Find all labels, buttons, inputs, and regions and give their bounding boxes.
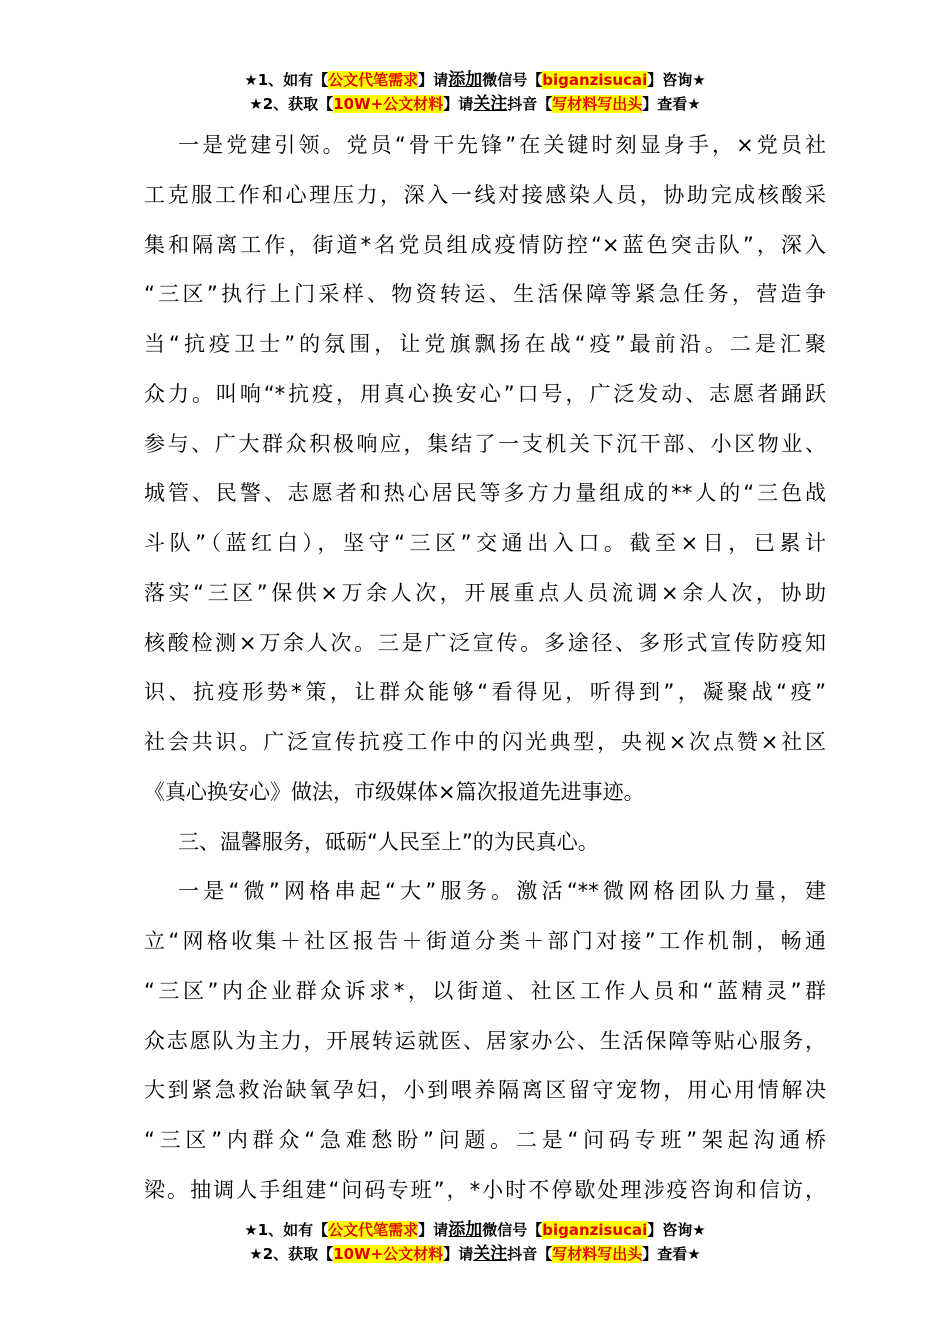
header-promo-banner: [0, 68, 950, 116]
text-line: 集和隔离工作，街道*名党员组成疫情防控“×蓝色突击队”，深入: [144, 232, 826, 257]
text-line: 《真心换安心》做法，市级媒体×篇次报道先进事迹。: [144, 779, 645, 804]
text-line: 识、抗疫形势*策，让群众能够“看得见，听得到”，凝聚战“疫”: [144, 680, 826, 705]
promo-line-2: ★2、获取【10W+公文材料】请关注抖音【写材料写出头】查看★: [249, 94, 701, 114]
text-line: 立“网格收集＋社区报告＋街道分类＋部门对接”工作机制，畅通: [144, 929, 826, 953]
text-line: 梁。抽调人手组建“问码专班”，*小时不停歇处理涉疫咨询和信访，: [144, 1177, 826, 1202]
text-line: 城管、民警、志愿者和热心居民等多方力量组成的**人的“三色战: [144, 481, 826, 506]
highlight-text: 公文代笔需求: [328, 1221, 419, 1239]
text-line: “三区”执行上门采样、物资转运、生活保障等紧急任务，营造争: [144, 282, 826, 307]
text-line: 当“抗疫卫士”的氛围，让党旗飘扬在战“疫”最前沿。二是汇聚: [144, 332, 826, 356]
footer-promo-banner: [0, 1218, 950, 1266]
wechat-id: biganzisucai: [542, 1221, 648, 1239]
highlight-text: 10W+公文材料: [333, 95, 444, 113]
text-line: 社会共识。广泛宣传抗疫工作中的闪光典型，央视×次点赞×社区: [144, 730, 826, 754]
text-line: 工克服工作和心理压力，深入一线对接感染人员，协助完成核酸采: [144, 182, 826, 207]
document-body: [144, 128, 826, 1223]
highlight-text: 10W+公文材料: [333, 1245, 444, 1263]
promo-line-1: ★1、如有【公文代笔需求】请添加微信号【biganzisucai】咨询★: [244, 1220, 706, 1240]
text-line: 大到紧急救治缺氧孕妇，小到喂养隔离区留守宠物，用心用情解决: [144, 1078, 826, 1103]
text-line: 一是“微”网格串起“大”服务。激活“**微网格团队力量，建: [178, 879, 826, 904]
text-line: 三、温馨服务，砥砺“人民至上”的为民真心。: [178, 829, 599, 854]
promo-line-1: ★1、如有【公文代笔需求】请添加微信号【biganzisucai】咨询★: [244, 70, 706, 90]
text-line: “三区”内企业群众诉求*，以街道、社区工作人员和“蓝精灵”群: [144, 978, 826, 1003]
douyin-account: 写材料写出头: [552, 1245, 643, 1263]
wechat-id: biganzisucai: [542, 71, 648, 89]
highlight-text: 公文代笔需求: [328, 71, 419, 89]
promo-line-2: ★2、获取【10W+公文材料】请关注抖音【写材料写出头】查看★: [249, 1244, 701, 1264]
text-line: 核酸检测×万余人次。三是广泛宣传。多途径、多形式宣传防疫知: [144, 630, 826, 655]
douyin-account: 写材料写出头: [552, 95, 643, 113]
text-line: 斗队”（蓝红白），坚守“三区”交通出入口。截至×日，已累计: [144, 531, 826, 555]
text-line: “三区”内群众“急难愁盼”问题。二是“问码专班”架起沟通桥: [144, 1128, 826, 1152]
text-line: 一是党建引领。党员“骨干先锋”在关键时刻显身手，×党员社: [178, 133, 826, 157]
text-line: 众力。叫响“*抗疫，用真心换安心”口号，广泛发动、志愿者踊跃: [144, 381, 826, 406]
text-line: 落实“三区”保供×万余人次，开展重点人员流调×余人次，协助: [144, 580, 826, 605]
text-line: 参与、广大群众积极响应，集结了一支机关下沉干部、小区物业、: [144, 431, 826, 456]
text-line: 众志愿队为主力，开展转运就医、居家办公、生活保障等贴心服务，: [144, 1028, 826, 1053]
